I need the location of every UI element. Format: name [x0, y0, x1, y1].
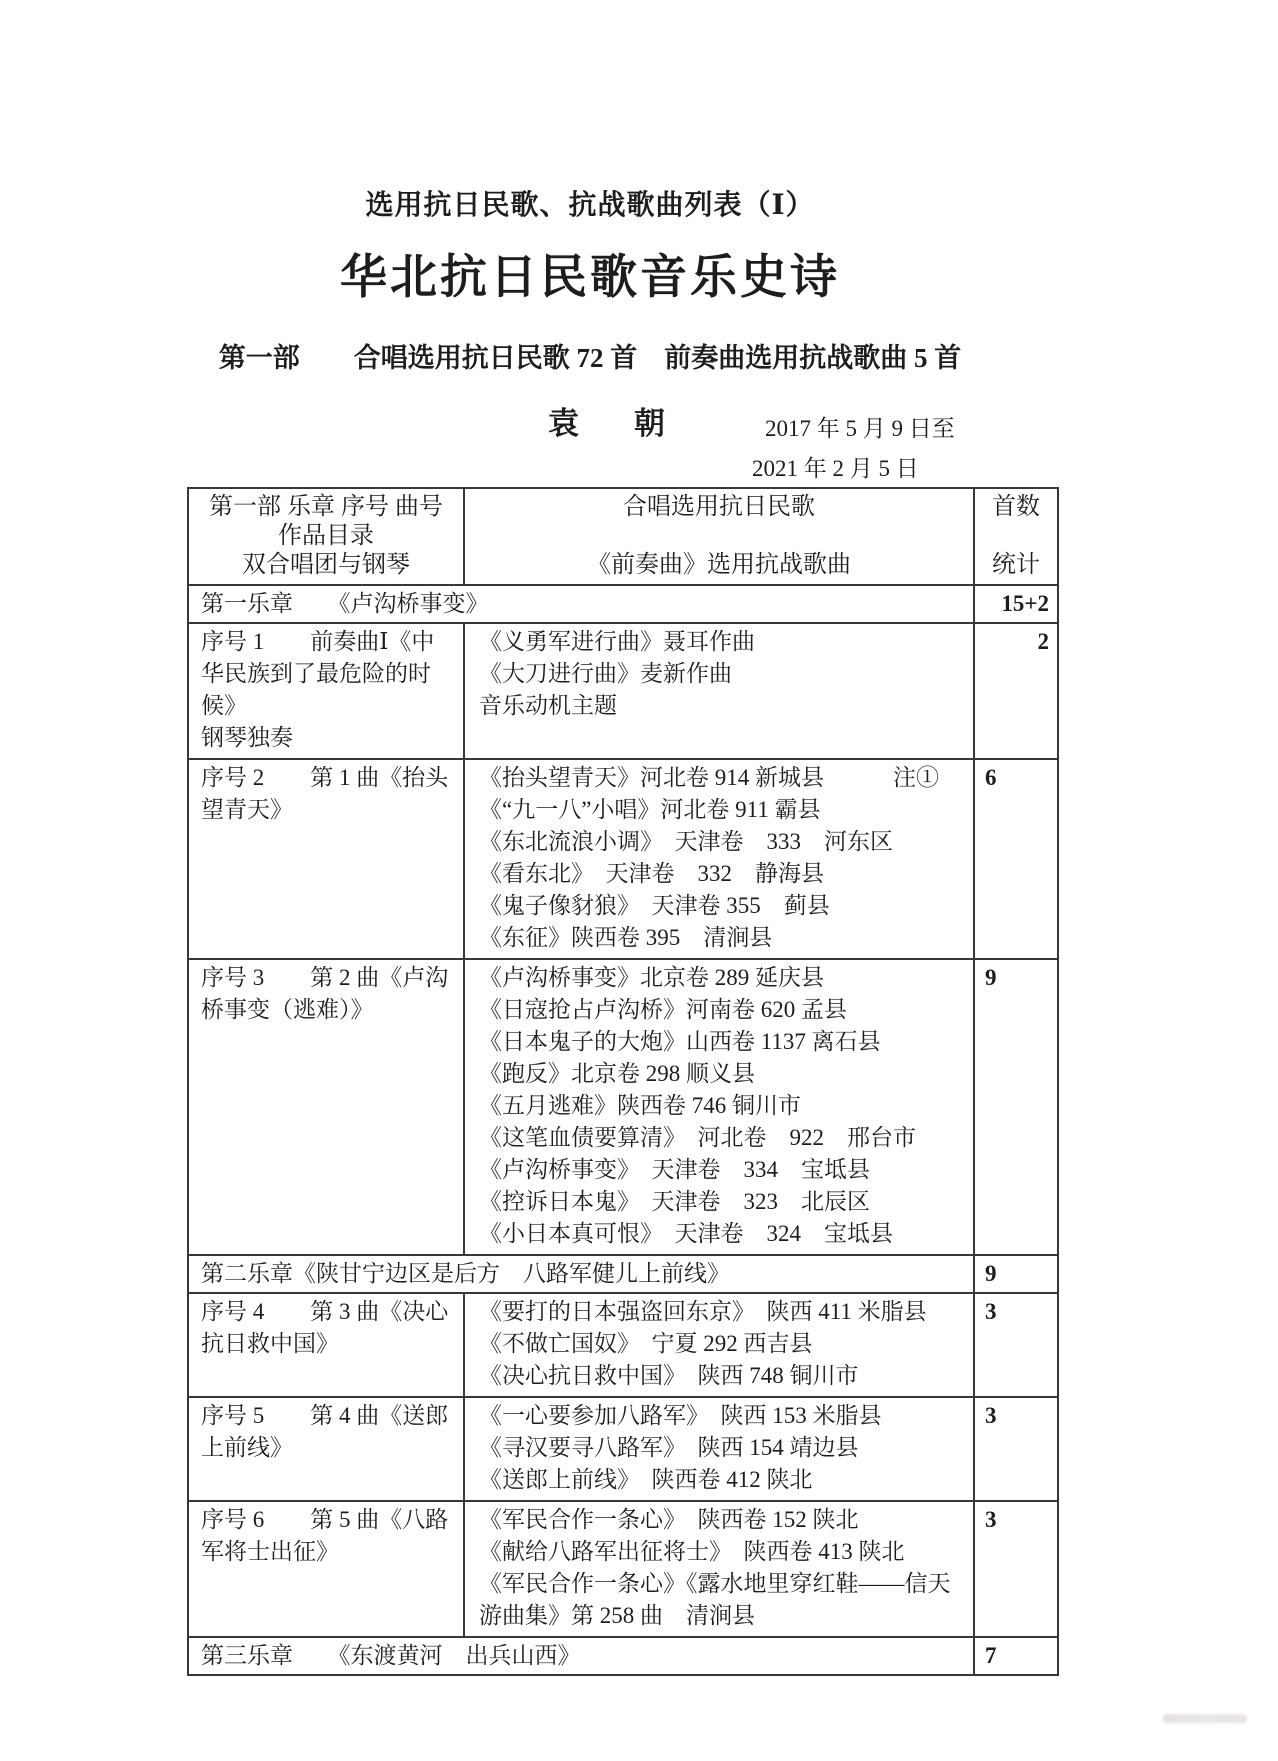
program-row	[188, 959, 1058, 1255]
faint-watermark	[1163, 1714, 1247, 1723]
song-line: 《控诉日本鬼》 天津卷 323 北辰区	[479, 1189, 870, 1214]
songs-header-line: 《前奏曲》选用抗战歌曲	[587, 552, 851, 578]
count-cell: 3	[974, 1501, 1058, 1637]
catalog-cell	[188, 759, 464, 959]
songs-cell	[464, 623, 974, 759]
song-line: 《不做亡国奴》 宁夏 292 西吉县	[479, 1331, 813, 1356]
catalog-line: 序号 6 第 5 曲《八路军将士出征》	[201, 1507, 449, 1564]
count-cell: 2	[974, 623, 1058, 759]
song-line: 《日本鬼子的大炮》山西卷 1137 离石县	[479, 1029, 881, 1054]
song-line: 《寻汉要寻八路军》 陕西 154 靖边县	[479, 1435, 859, 1460]
program-row	[188, 759, 1058, 959]
author-name: 袁 朝	[548, 406, 677, 441]
date-range-start: 2017 年 5 月 9 日至	[765, 416, 955, 441]
songs-cell	[464, 759, 974, 959]
song-line: 《跑反》北京卷 298 顺义县	[479, 1061, 755, 1086]
main-title: 华北抗日民歌音乐史诗	[340, 252, 840, 304]
catalog-line: 序号 1 前奏曲Ⅰ《中华民族到了最危险的时候》	[201, 629, 435, 718]
movement-title-cell: 第一乐章 《卢沟桥事变》	[188, 585, 974, 623]
song-line: 音乐动机主题	[479, 693, 617, 718]
catalog-header-cell	[188, 488, 464, 585]
song-line: 《看东北》 天津卷 332 静海县	[479, 861, 824, 886]
program-row	[188, 1397, 1058, 1501]
catalog-cell	[188, 623, 464, 759]
movement-title-cell: 第三乐章 《东渡黄河 出兵山西》	[188, 1637, 974, 1675]
song-line: 《鬼子像豺狼》 天津卷 355 蓟县	[479, 893, 830, 918]
table-header-row	[188, 488, 1058, 585]
catalog-header-line: 第一部 乐章 序号 曲号	[209, 494, 443, 520]
catalog-line: 序号 5 第 4 曲《送郎上前线》	[201, 1403, 449, 1460]
song-line: 《东北流浪小调》 天津卷 333 河东区	[479, 829, 893, 854]
song-line: 《这笔血债要算清》 河北卷 922 邢台市	[479, 1125, 916, 1150]
count-header-cell	[974, 488, 1058, 585]
count-cell: 7	[974, 1637, 1058, 1675]
catalog-header-line: 作品目录	[278, 523, 374, 549]
song-line: 《东征》陕西卷 395 清涧县	[479, 925, 773, 950]
catalog-cell	[188, 1397, 464, 1501]
count-cell: 3	[974, 1293, 1058, 1397]
count-cell: 3	[974, 1397, 1058, 1501]
count-cell: 6	[974, 759, 1058, 959]
song-line: 《军民合作一条心》 陕西卷 152 陕北	[479, 1507, 859, 1532]
movement-section-row	[188, 585, 1058, 623]
catalog-line: 序号 4 第 3 曲《决心抗日救中国》	[201, 1299, 449, 1356]
song-line: 《卢沟桥事变》 天津卷 334 宝坻县	[479, 1157, 870, 1182]
catalog-cell	[188, 959, 464, 1255]
catalog-line: 序号 2 第 1 曲《抬头望青天》	[201, 765, 449, 822]
song-line: 《一心要参加八路军》 陕西 153 米脂县	[479, 1403, 882, 1428]
movement-section-row	[188, 1637, 1058, 1675]
song-line: 《送郎上前线》 陕西卷 412 陕北	[479, 1467, 813, 1492]
song-line: 《军民合作一条心》《露水地里穿红鞋——信天游曲集》第 258 曲 清涧县	[479, 1571, 951, 1628]
count-cell: 9	[974, 959, 1058, 1255]
song-line: 《义勇军进行曲》聂耳作曲	[479, 629, 755, 654]
movement-section-row	[188, 1255, 1058, 1293]
song-table-body	[188, 488, 1058, 1675]
songs-header-cell	[464, 488, 974, 585]
count-cell: 9	[974, 1255, 1058, 1293]
program-row	[188, 623, 1058, 759]
movement-title-cell: 第二乐章《陕甘宁边区是后方 八路军健儿上前线》	[188, 1255, 974, 1293]
catalog-cell	[188, 1501, 464, 1637]
program-row	[188, 1293, 1058, 1397]
subtitle: 第一部 合唱选用抗日民歌 72 首 前奏曲选用抗战歌曲 5 首	[218, 343, 962, 373]
catalog-line: 序号 3 第 2 曲《卢沟桥事变（逃难）》	[201, 965, 449, 1022]
song-line: 《要打的日本强盗回东京》 陕西 411 米脂县	[479, 1299, 927, 1324]
song-line: 《五月逃难》陕西卷 746 铜川市	[479, 1093, 801, 1118]
song-line: 《大刀进行曲》麦新作曲	[479, 661, 732, 686]
list-title: 选用抗日民歌、抗战歌曲列表（Ⅰ）	[365, 190, 815, 221]
count-cell: 15+2	[974, 585, 1058, 623]
song-line: 《小日本真可恨》 天津卷 324 宝坻县	[479, 1221, 893, 1246]
songs-cell	[464, 1397, 974, 1501]
songs-cell	[464, 1501, 974, 1637]
count-header-line: 统计	[992, 552, 1040, 578]
catalog-header-line: 双合唱团与钢琴	[242, 552, 410, 578]
song-line: 《卢沟桥事变》北京卷 289 延庆县	[479, 965, 824, 990]
catalog-line: 钢琴独奏	[201, 725, 293, 750]
date-range-end: 2021 年 2 月 5 日	[752, 456, 919, 481]
songs-cell	[464, 1293, 974, 1397]
songs-header-line: 合唱选用抗日民歌	[623, 494, 815, 520]
count-header-line: 首数	[992, 494, 1040, 520]
program-row	[188, 1501, 1058, 1637]
song-line: 《日寇抢占卢沟桥》河南卷 620 孟县	[479, 997, 847, 1022]
song-list-table	[187, 487, 1059, 1676]
song-line: 《“九一八”小唱》河北卷 911 霸县	[479, 797, 821, 822]
songs-cell	[464, 959, 974, 1255]
song-line: 《献给八路军出征将士》 陕西卷 413 陕北	[479, 1539, 905, 1564]
song-line: 《决心抗日救中国》 陕西 748 铜川市	[479, 1363, 859, 1388]
song-line: 《抬头望青天》河北卷 914 新城县 注①	[479, 765, 939, 790]
catalog-cell	[188, 1293, 464, 1397]
